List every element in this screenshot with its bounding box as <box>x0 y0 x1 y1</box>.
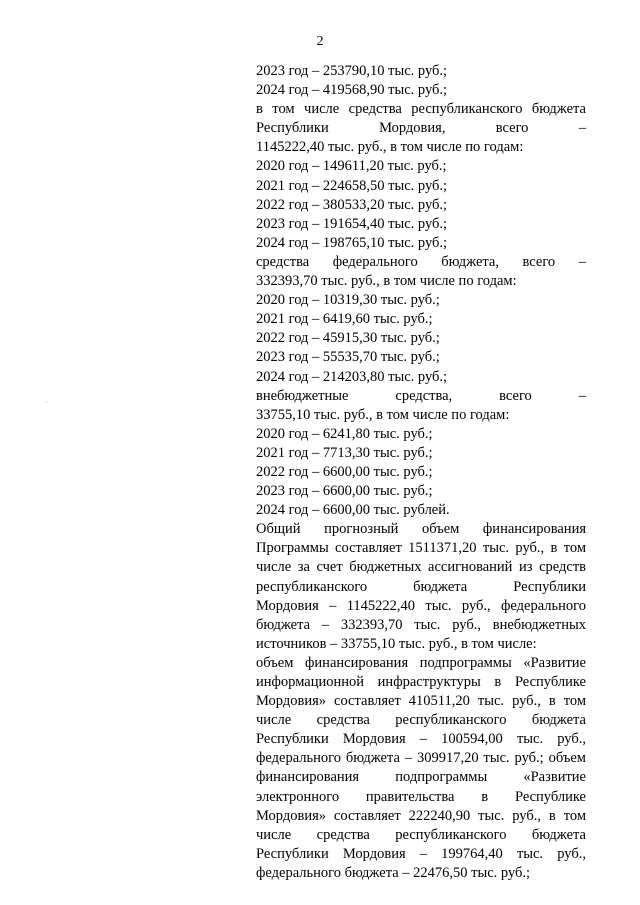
text-line: 33755,10 тыс. руб., в том числе по годам: <box>256 406 510 423</box>
margin-mark <box>46 402 47 403</box>
text-line: 2020 год – 6241,80 тыс. руб.; <box>256 425 433 442</box>
text-line: бюджета – 332393,70 тыс. руб., внебюджетных <box>256 616 586 633</box>
text-line: федерального бюджета – 22476,50 тыс. руб.; <box>256 864 531 881</box>
text-line: Мордовия – 1145222,40 тыс. руб., федерального <box>256 597 586 614</box>
text-line: 2022 год – 45915,30 тыс. руб.; <box>256 330 440 347</box>
text-line: 2020 год – 10319,30 тыс. руб.; <box>256 292 440 309</box>
text-line: средства федерального бюджета, всего – <box>256 253 586 270</box>
page-number: 2 <box>316 34 324 49</box>
text-line: 2023 год – 6600,00 тыс. руб.; <box>256 483 433 500</box>
text-line: Программы составляет 1511371,20 тыс. руб., в том <box>256 540 586 557</box>
text-line: в том числе средства республиканского бюджета <box>256 101 586 118</box>
text-line: числе средства республиканского бюджета <box>256 826 586 843</box>
text-line: Общий прогнозный объем финансирования <box>256 521 586 538</box>
text-line: 1145222,40 тыс. руб., в том числе по годам: <box>256 139 524 156</box>
text-line: 2021 год – 224658,50 тыс. руб.; <box>256 177 448 194</box>
text-line: 2023 год – 55535,70 тыс. руб.; <box>256 349 440 366</box>
text-line: республиканского бюджета Республики <box>256 578 586 595</box>
text-line: 2024 год – 6600,00 тыс. рублей. <box>256 502 450 519</box>
text-line: внебюджетные средства, всего – <box>256 387 586 404</box>
text-line: информационной инфраструктуры в Республике <box>256 674 586 690</box>
text-line: 332393,70 тыс. руб., в том числе по годам: <box>256 273 517 290</box>
text-line: Мордовия» составляет 410511,20 тыс. руб., в том <box>256 693 586 710</box>
text-line: числе за счет бюджетных ассигнований из средств <box>256 559 586 576</box>
text-line: 2024 год – 214203,80 тыс. руб.; <box>256 368 448 385</box>
text-line: Республики Мордовия – 100594,00 тыс. руб., <box>256 731 586 748</box>
text-line: 2022 год – 380533,20 тыс. руб.; <box>256 196 448 213</box>
text-line: объем финансирования подпрограммы «Развитие <box>256 654 586 671</box>
text-line: 2023 год – 191654,40 тыс. руб.; <box>256 215 448 232</box>
text-line: 2021 год – 7713,30 тыс. руб.; <box>256 444 433 461</box>
text-line: федерального бюджета – 309917,20 тыс. руб.; объем <box>256 750 586 767</box>
text-line: 2022 год – 6600,00 тыс. руб.; <box>256 463 433 480</box>
text-line: источников – 33755,10 тыс. руб., в том числе: <box>256 635 537 652</box>
text-line: финансирования подпрограммы «Развитие <box>256 769 586 786</box>
text-line: электронного правительства в Республике <box>256 788 586 805</box>
text-line: 2020 год – 149611,20 тыс. руб.; <box>256 158 447 175</box>
text-line: Республики Мордовия, всего – <box>256 120 586 137</box>
text-line: 2023 год – 253790,10 тыс. руб.; <box>256 63 448 79</box>
text-line: числе средства республиканского бюджета <box>256 712 586 729</box>
text-line: 2024 год – 419568,90 тыс. руб.; <box>256 82 448 99</box>
text-line: Республики Мордовия – 199764,40 тыс. руб., <box>256 845 586 862</box>
document-text-column <box>256 62 586 883</box>
text-line: 2024 год – 198765,10 тыс. руб.; <box>256 234 448 251</box>
text-line: 2021 год – 6419,60 тыс. руб.; <box>256 311 433 328</box>
text-line: Мордовия» составляет 222240,90 тыс. руб., в том <box>256 807 586 824</box>
